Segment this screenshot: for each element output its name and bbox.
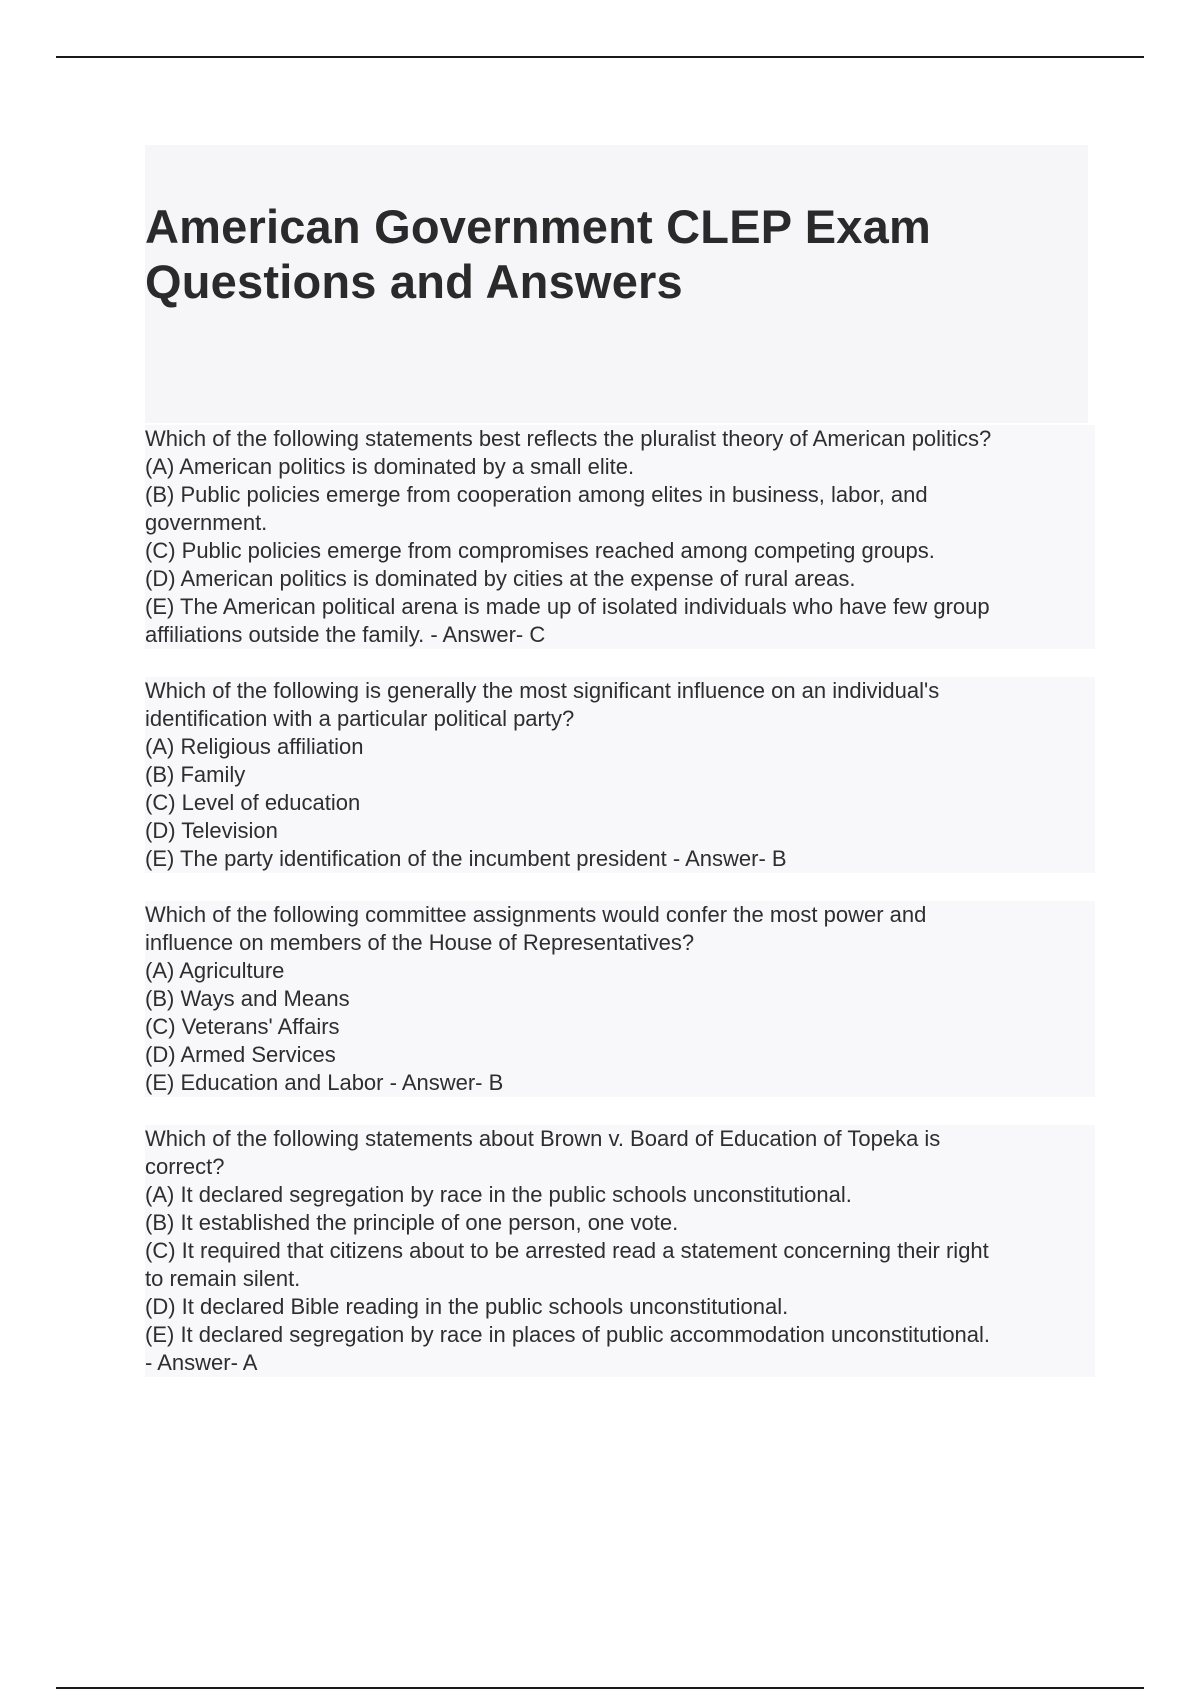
answer-option: (B) Ways and Means: [145, 985, 1095, 1013]
answer-option: (D) It declared Bible reading in the public schools unconstitutional.: [145, 1293, 1095, 1321]
answer-option: (B) It established the principle of one person, one vote.: [145, 1209, 1095, 1237]
answer-key: affiliations outside the family. - Answer- C: [145, 621, 1095, 649]
answer-key: - Answer- A: [145, 1349, 1095, 1377]
answer-option: (A) Religious affiliation: [145, 733, 1095, 761]
footer-rule: [56, 1687, 1144, 1689]
question-2: [145, 677, 1095, 873]
answer-option: to remain silent.: [145, 1265, 1095, 1293]
question-text: Which of the following is generally the most significant influence on an individual's: [145, 677, 1095, 705]
answer-option: (A) American politics is dominated by a small elite.: [145, 453, 1095, 481]
document-title: [145, 199, 931, 309]
question-text: influence on members of the House of Representatives?: [145, 929, 1095, 957]
answer-option: (E) It declared segregation by race in places of public accommodation unconstitutional.: [145, 1321, 1095, 1349]
answer-option: (C) Veterans' Affairs: [145, 1013, 1095, 1041]
question-1: [145, 425, 1095, 649]
question-text: correct?: [145, 1153, 1095, 1181]
answer-option: (C) It required that citizens about to be arrested read a statement concerning their right: [145, 1237, 1095, 1265]
answer-key: (E) The party identification of the incumbent president - Answer- B: [145, 845, 1095, 873]
answer-option: (C) Level of education: [145, 789, 1095, 817]
question-list: [145, 425, 1095, 1405]
title-block: [145, 145, 1088, 423]
question-4: [145, 1125, 1095, 1377]
answer-option: government.: [145, 509, 1095, 537]
answer-option: (D) Television: [145, 817, 1095, 845]
answer-option: (D) American politics is dominated by cities at the expense of rural areas.: [145, 565, 1095, 593]
question-3: [145, 901, 1095, 1097]
answer-option: (A) Agriculture: [145, 957, 1095, 985]
answer-option: (B) Family: [145, 761, 1095, 789]
title-line: American Government CLEP Exam: [145, 200, 931, 253]
answer-option: (B) Public policies emerge from cooperation among elites in business, labor, and: [145, 481, 1095, 509]
answer-option: (C) Public policies emerge from compromises reached among competing groups.: [145, 537, 1095, 565]
question-text: Which of the following statements about Brown v. Board of Education of Topeka is: [145, 1125, 1095, 1153]
answer-key: (E) Education and Labor - Answer- B: [145, 1069, 1095, 1097]
answer-option: (A) It declared segregation by race in the public schools unconstitutional.: [145, 1181, 1095, 1209]
answer-option: (D) Armed Services: [145, 1041, 1095, 1069]
question-text: identification with a particular political party?: [145, 705, 1095, 733]
question-text: Which of the following committee assignments would confer the most power and: [145, 901, 1095, 929]
title-line: Questions and Answers: [145, 255, 683, 308]
header-rule: [56, 56, 1144, 58]
answer-option: (E) The American political arena is made up of isolated individuals who have few group: [145, 593, 1095, 621]
question-text: Which of the following statements best reflects the pluralist theory of American politics?: [145, 425, 1095, 453]
